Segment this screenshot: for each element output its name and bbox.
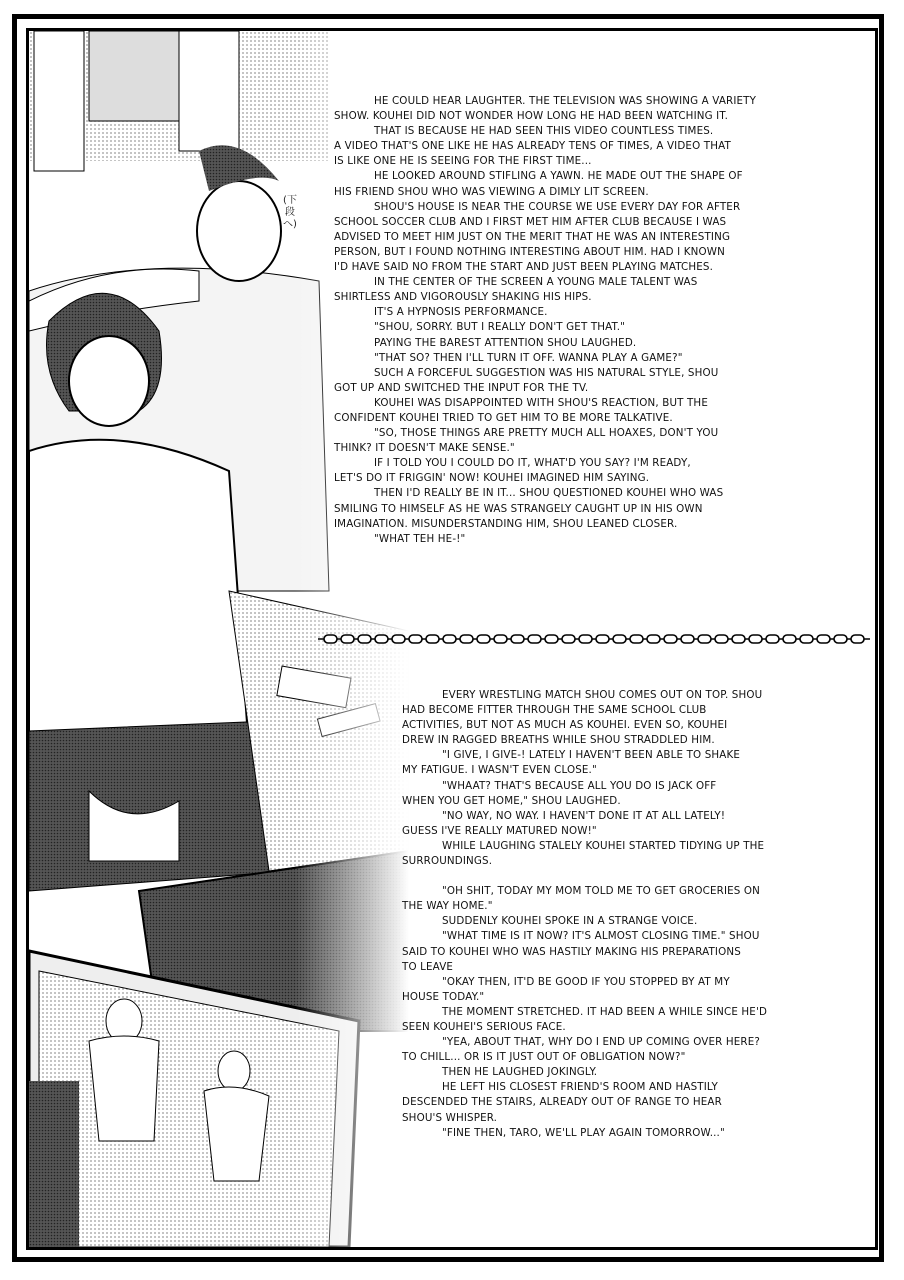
text-line: SEEN KOUHEI'S SERIOUS FACE. (402, 1020, 566, 1033)
text-line: CONFIDENT KOUHEI TRIED TO GET HIM TO BE MORE TALKATIVE. (334, 411, 673, 424)
chain-link (443, 635, 456, 643)
chain-link (749, 635, 762, 643)
chain-link (681, 635, 694, 643)
chain-link (528, 635, 541, 643)
text-line: MY FATIGUE. I WASN'T EVEN CLOSE." (402, 764, 597, 777)
text-line: SUDDENLY KOUHEI SPOKE IN A STRANGE VOICE. (442, 915, 698, 928)
text-line: DREW IN RAGGED BREATHS WHILE SHOU STRADDLED HIM. (402, 734, 715, 747)
text-line: THAT IS BECAUSE HE HAD SEEN THIS VIDEO COUNTLESS TIMES. (374, 125, 714, 138)
chain-link (562, 635, 575, 643)
text-line: "THAT SO? THEN I'LL TURN IT OFF. WANNA PLAY A GAME?" (374, 351, 683, 364)
text-line: SUCH A FORCEFUL SUGGESTION WAS HIS NATURAL STYLE, SHOU (374, 366, 719, 379)
side-note-vertical: (下段へ) (283, 195, 297, 230)
chain-link (358, 635, 371, 643)
text-line: IN THE CENTER OF THE SCREEN A YOUNG MALE TALENT WAS (374, 276, 698, 289)
text-line: HIS FRIEND SHOU WHO WAS VIEWING A DIMLY LIT SCREEN. (334, 185, 649, 198)
text-line: HE LEFT HIS CLOSEST FRIEND'S ROOM AND HASTILY (442, 1081, 718, 1094)
text-line: SHIRTLESS AND VIGOROUSLY SHAKING HIS HIPS. (334, 291, 592, 304)
text-line: THEN HE LAUGHED JOKINGLY. (442, 1066, 598, 1079)
text-line: "NO WAY, NO WAY. I HAVEN'T DONE IT AT ALL LATELY! (442, 809, 726, 822)
story-text-top (334, 94, 756, 547)
text-line: GUESS I'VE REALLY MATURED NOW!" (402, 824, 597, 837)
text-line: TO LEAVE (402, 960, 454, 973)
text-line: "WHAAT? THAT'S BECAUSE ALL YOU DO IS JACK OFF (442, 779, 717, 792)
chain-link (460, 635, 473, 643)
text-line: "WHAT TIME IS IT NOW? IT'S ALMOST CLOSING TIME." SHOU (442, 930, 760, 943)
text-line: ACTIVITIES, BUT NOT AS MUCH AS KOUHEI. EVEN SO, KOUHEI (402, 719, 728, 732)
chain-link (817, 635, 830, 643)
text-line: "I GIVE, I GIVE-! LATELY I HAVEN'T BEEN ABLE TO SHAKE (442, 749, 741, 762)
text-line: "OKAY THEN, IT'D BE GOOD IF YOU STOPPED BY AT MY (442, 975, 730, 988)
text-line: PERSON, BUT I FOUND NOTHING INTERESTING ABOUT HIM. HAD I KNOWN (334, 245, 725, 258)
text-line: "SO, THOSE THINGS ARE PRETTY MUCH ALL HOAXES, DON'T YOU (374, 427, 719, 440)
text-line: "WHAT TEH HE-!" (374, 532, 466, 545)
text-line: HE LOOKED AROUND STIFLING A YAWN. HE MADE OUT THE SHAPE OF (374, 170, 743, 183)
text-line: TO CHILL... OR IS IT JUST OUT OF OBLIGATION NOW?" (402, 1051, 686, 1064)
chain-link (596, 635, 609, 643)
text-line: SAID TO KOUHEI WHO WAS HASTILY MAKING HIS PREPARATIONS (402, 945, 741, 958)
text-line: IS LIKE ONE HE IS SEEING FOR THE FIRST TIME... (334, 155, 592, 168)
chain-link (375, 635, 388, 643)
text-line: KOUHEI WAS DISAPPOINTED WITH SHOU'S REACTION, BUT THE (374, 396, 708, 409)
text-line: SCHOOL SOCCER CLUB AND I FIRST MET HIM AFTER CLUB BECAUSE I WAS (334, 215, 727, 228)
text-line: WHEN YOU GET HOME," SHOU LAUGHED. (402, 794, 621, 807)
chain-link (630, 635, 643, 643)
chain-link (715, 635, 728, 643)
text-line: THE MOMENT STRETCHED. IT HAD BEEN A WHILE SINCE HE'D (442, 1005, 768, 1018)
text-line: HOUSE TODAY." (402, 990, 485, 1003)
text-line: "FINE THEN, TARO, WE'LL PLAY AGAIN TOMORROW..." (442, 1126, 725, 1139)
chain-link (511, 635, 524, 643)
text-line: "OH SHIT, TODAY MY MOM TOLD ME TO GET GROCERIES ON (442, 885, 761, 898)
chain-link (545, 635, 558, 643)
chain-link (426, 635, 439, 643)
text-line: ADVISED TO MEET HIM JUST ON THE MERIT THAT HE WAS AN INTERESTING (334, 230, 731, 243)
chain-link (477, 635, 490, 643)
text-line: WHILE LAUGHING STALELY KOUHEI STARTED TIDYING UP THE (442, 839, 765, 852)
text-line: A VIDEO THAT'S ONE LIKE HE HAS ALREADY TENS OF TIMES, A VIDEO THAT (334, 140, 731, 153)
text-line: DESCENDED THE STAIRS, ALREADY OUT OF RANGE TO HEAR (402, 1096, 722, 1109)
chain-link (800, 635, 813, 643)
text-line: IF I TOLD YOU I COULD DO IT, WHAT'D YOU SAY? I'M READY, (374, 457, 691, 470)
chain-link (783, 635, 796, 643)
chain-link (579, 635, 592, 643)
text-line: SURROUNDINGS. (402, 855, 493, 868)
chain-link (494, 635, 507, 643)
text-line: THINK? IT DOESN'T MAKE SENSE." (334, 442, 515, 455)
text-line: THE WAY HOME." (402, 900, 493, 913)
chain-link (392, 635, 405, 643)
chain-link (324, 635, 337, 643)
text-line: HE COULD HEAR LAUGHTER. THE TELEVISION WAS SHOWING A VARIETY (374, 95, 757, 107)
text-line: SHOU'S HOUSE IS NEAR THE COURSE WE USE EVERY DAY FOR AFTER (374, 200, 741, 213)
chain-link (409, 635, 422, 643)
text-line: EVERY WRESTLING MATCH SHOU COMES OUT ON TOP. SHOU (442, 689, 763, 701)
text-line: THEN I'D REALLY BE IN IT... SHOU QUESTIONED KOUHEI WHO WAS (374, 487, 724, 500)
text-line: SHOU'S WHISPER. (402, 1111, 498, 1124)
text-line: "SHOU, SORRY. BUT I REALLY DON'T GET THAT." (374, 321, 626, 334)
story-text-bottom (402, 688, 767, 1141)
chain-link (766, 635, 779, 643)
text-line: HAD BECOME FITTER THROUGH THE SAME SCHOOL CLUB (402, 704, 707, 717)
chain-link (341, 635, 354, 643)
text-line: I'D HAVE SAID NO FROM THE START AND JUST BEEN PLAYING MATCHES. (334, 261, 714, 274)
text-line: SHOW. KOUHEI DID NOT WONDER HOW LONG HE HAD BEEN WATCHING IT. (334, 110, 728, 123)
chain-divider (318, 633, 870, 645)
chain-link (647, 635, 660, 643)
chain-link (613, 635, 626, 643)
text-line: GOT UP AND SWITCHED THE INPUT FOR THE TV. (334, 381, 589, 394)
text-line: IMAGINATION. MISUNDERSTANDING HIM, SHOU LEANED CLOSER. (334, 517, 678, 530)
text-line: SMILING TO HIMSELF AS HE WAS STRANGELY CAUGHT UP IN HIS OWN (334, 502, 703, 515)
text-line: LET'S DO IT FRIGGIN' NOW! KOUHEI IMAGINED HIM SAYING. (334, 472, 650, 485)
text-line: IT'S A HYPNOSIS PERFORMANCE. (374, 306, 548, 319)
chain-link (834, 635, 847, 643)
chain-link (851, 635, 864, 643)
text-line: PAYING THE BAREST ATTENTION SHOU LAUGHED. (374, 336, 637, 349)
paragraph-gap (402, 869, 767, 884)
chain-link (664, 635, 677, 643)
chain-link (698, 635, 711, 643)
text-line: "YEA, ABOUT THAT, WHY DO I END UP COMING OVER HERE? (442, 1036, 760, 1049)
chain-link (732, 635, 745, 643)
